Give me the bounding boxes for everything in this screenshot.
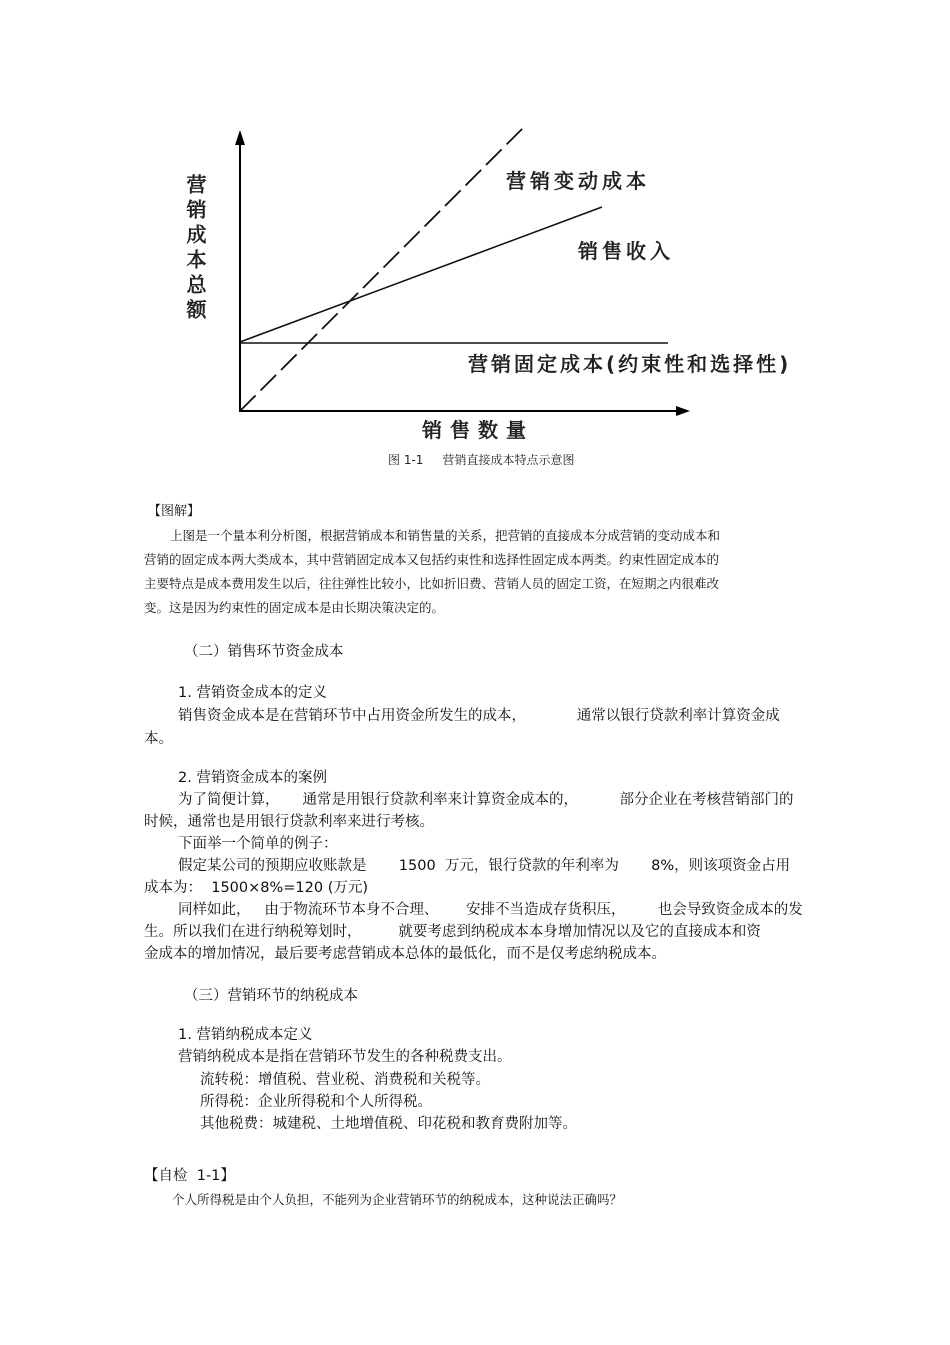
section2-sub2-line-6: 同样如此， 由于物流环节本身不合理、 安排不当造成存货积压， 也会导致资金成本的发 xyxy=(178,902,803,918)
section2-sub2-line-4: 假定某公司的预期应收账款是 1500 万元，银行贷款的年利率为 8%，则该项资金占用 xyxy=(178,858,791,874)
x-axis-label: 销售数量 xyxy=(422,418,534,442)
section2-sub1-line-2: 本。 xyxy=(144,731,173,747)
section3-title: （三）营销环节的纳税成本 xyxy=(184,988,358,1004)
cost-volume-diagram xyxy=(0,0,950,480)
variable-cost-label: 营销变动成本 xyxy=(506,169,650,193)
explanation-line-2: 营销的固定成本两大类成本，其中营销固定成本又包括约束性和选择性固定成本两类。约束性固定成本的 xyxy=(144,552,720,567)
section2-sub1-title: 1. 营销资金成本的定义 xyxy=(178,685,327,701)
self-check-question: 个人所得税是由个人负担，不能列为企业营销环节的纳税成本，这种说法正确吗？ xyxy=(172,1192,623,1207)
self-check-heading: 【自检 1-1】 xyxy=(144,1168,235,1184)
y-axis-label: 营销成本总额 xyxy=(183,174,207,324)
section2-sub2-line-3: 下面举一个简单的例子： xyxy=(178,836,338,852)
section2-sub2-line-5: 成本为： 1500×8%=120 (万元) xyxy=(144,880,369,896)
y-axis-arrow xyxy=(235,130,245,145)
section2-sub2-line-2: 时候，通常也是用银行贷款利率来进行考核。 xyxy=(144,814,434,830)
sales-revenue-line xyxy=(240,207,602,342)
section2-sub1-line-1: 销售资金成本是在营销环节中占用资金所发生的成本， 通常以银行贷款利率计算资金成 xyxy=(178,708,780,724)
explanation-line-4: 变。这是因为约束性的固定成本是由长期决策决定的。 xyxy=(144,600,445,615)
section3-sub1-line-3: 所得税：企业所得税和个人所得税。 xyxy=(200,1094,432,1110)
section3-sub1-title: 1. 营销纳税成本定义 xyxy=(178,1027,313,1043)
x-axis-arrow xyxy=(676,406,690,416)
x-axis xyxy=(240,406,690,416)
section3-sub1-line-4: 其他税费：城建税、土地增值税、印花税和教育费附加等。 xyxy=(200,1116,577,1132)
section2-sub2-title: 2. 营销资金成本的案例 xyxy=(178,770,327,786)
explanation-line-3: 主要特点是成本费用发生以后，往往弹性比较小，比如折旧费、营销人员的固定工资，在短期之内很难改 xyxy=(144,576,720,591)
y-axis xyxy=(235,130,245,412)
section2-sub2-line-7: 生。所以我们在进行纳税筹划时， 就要考虑到纳税成本本身增加情况以及它的直接成本和资 xyxy=(144,924,761,940)
sales-revenue-label: 销售收入 xyxy=(578,239,674,263)
section2-sub2-line-8: 金成本的增加情况，最后要考虑营销成本总体的最低化，而不是仅考虑纳税成本。 xyxy=(144,946,666,962)
fixed-cost-label: 营销固定成本(约束性和选择性) xyxy=(468,352,792,376)
explanation-line-1: 上图是一个量本利分析图，根据营销成本和销售量的关系，把营销的直接成本分成营销的变动成本和 xyxy=(170,528,721,543)
section2-sub2-line-1: 为了简便计算， 通常是用银行贷款利率来计算资金成本的， 部分企业在考核营销部门的 xyxy=(178,792,794,808)
figure-caption: 图 1-1 营销直接成本特点示意图 xyxy=(388,453,575,467)
section3-sub1-line-1: 营销纳税成本是指在营销环节发生的各种税费支出。 xyxy=(178,1049,512,1065)
section2-title: （二）销售环节资金成本 xyxy=(184,644,344,660)
explanation-heading: 【图解】 xyxy=(148,504,201,519)
section3-sub1-line-2: 流转税：增值税、营业税、消费税和关税等。 xyxy=(200,1072,490,1088)
